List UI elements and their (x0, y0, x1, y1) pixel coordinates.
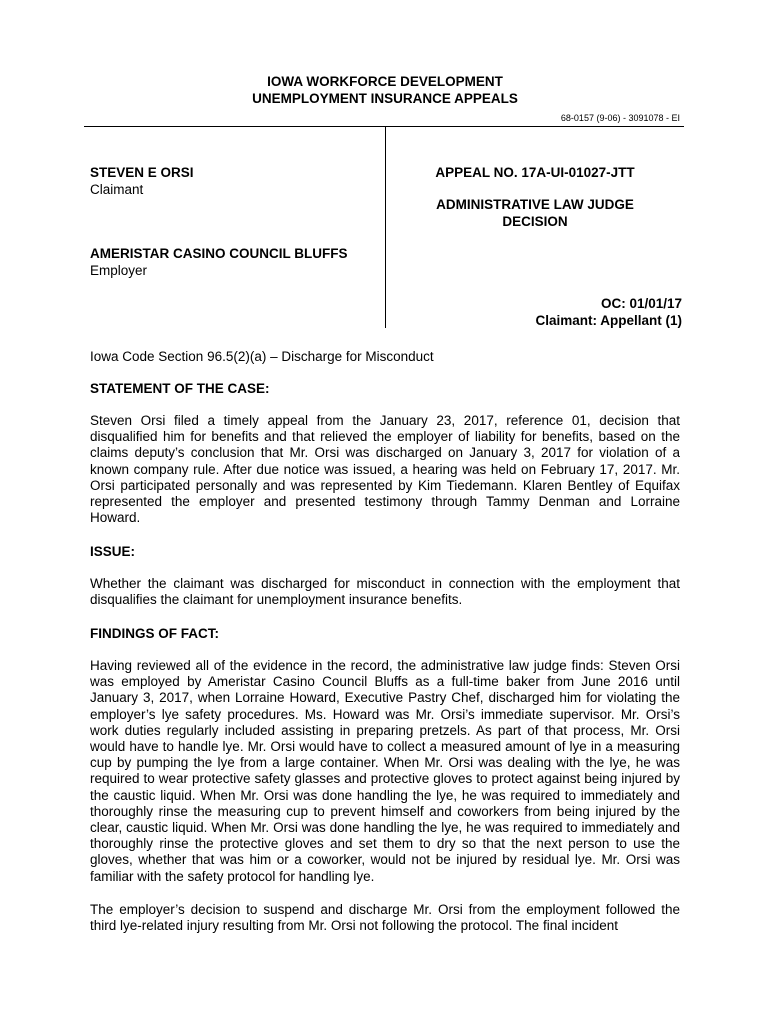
claimant-status: Claimant: Appellant (1) (535, 313, 682, 328)
claimant-name: STEVEN E ORSI (90, 165, 194, 180)
employer-role: Employer (90, 263, 148, 278)
claimant-role: Claimant (90, 182, 144, 197)
issue-heading: ISSUE: (90, 544, 136, 559)
findings-paragraph: Having reviewed all of the evidence in the record, the administrative law judge finds: Steven Orsi was employed by Ameristar Casino Council Bluffs as a full-time baker from June 2016 until January 3, 2017, when Lorraine Howard, Executive Pastry Chef, discharged him for violating the employer’s lye safety procedures. Ms. Howard was Mr. Orsi’s immediate supervisor. Mr. Orsi’s work duties regularly included assisting in preparing pretzels. As part of that process, Mr. Orsi would have to handle lye. Mr. Orsi would have to collect a measured amount of lye in a measuring cup by pumping the lye from a large container. When Mr. Orsi was dealing with the lye, he was required to wear protective safety glasses and protective gloves to protect against being injured by the caustic liquid. When Mr. Orsi was done handling the lye, he was required to immediately and thoroughly rinse the measuring cup to prevent himself and coworkers from being injured by the clear, caustic liquid. When Mr. Orsi was done handling the lye, he was required to immediately and thoroughly rinse the protective gloves and set them to dry so that the next person to use the gloves, whether that was him or a coworker, would not be injured by residual lye. Mr. Orsi was familiar with the safety protocol for handling lye. (90, 658, 680, 884)
findings-heading: FINDINGS OF FACT: (90, 626, 219, 641)
issue-paragraph: Whether the claimant was discharged for misconduct in connection with the employment that disqualifies the claimant for unemployment insurance benefits. (90, 576, 680, 608)
header-rule (84, 126, 684, 127)
division-name: UNEMPLOYMENT INSURANCE APPEALS (252, 91, 518, 106)
agency-name: IOWA WORKFORCE DEVELOPMENT (267, 74, 503, 89)
statement-heading: STATEMENT OF THE CASE: (90, 381, 270, 396)
code-section: Iowa Code Section 96.5(2)(a) – Discharge for Misconduct (90, 349, 434, 364)
statement-paragraph: Steven Orsi filed a timely appeal from the January 23, 2017, reference 01, decision that disqualified him for benefits and that relieved the employer of liability for benefits, based on the claims deputy’s conclusion that Mr. Orsi was discharged on January 3, 2017 for violation of a known company rule. After due notice was issued, a hearing was held on February 17, 2017. Mr. Orsi participated personally and was represented by Kim Tiedemann. Klaren Bentley of Equifax represented the employer and presented testimony through Tammy Denman and Lorraine Howard. (90, 413, 680, 526)
oc-date: OC: 01/01/17 (600, 296, 682, 311)
employer-name: AMERISTAR CASINO COUNCIL BLUFFS (90, 246, 348, 261)
decision-title-line2: DECISION (502, 214, 568, 229)
appeal-number: APPEAL NO. 17A-UI-01027-JTT (435, 165, 635, 180)
decision-title-line1: ADMINISTRATIVE LAW JUDGE (436, 197, 634, 212)
final-paragraph: The employer’s decision to suspend and discharge Mr. Orsi from the employment followed the third lye-related injury resulting from Mr. Orsi not following the protocol. The final incident (90, 902, 680, 934)
form-number: 68-0157 (9-06) - 3091078 - EI (560, 113, 680, 123)
